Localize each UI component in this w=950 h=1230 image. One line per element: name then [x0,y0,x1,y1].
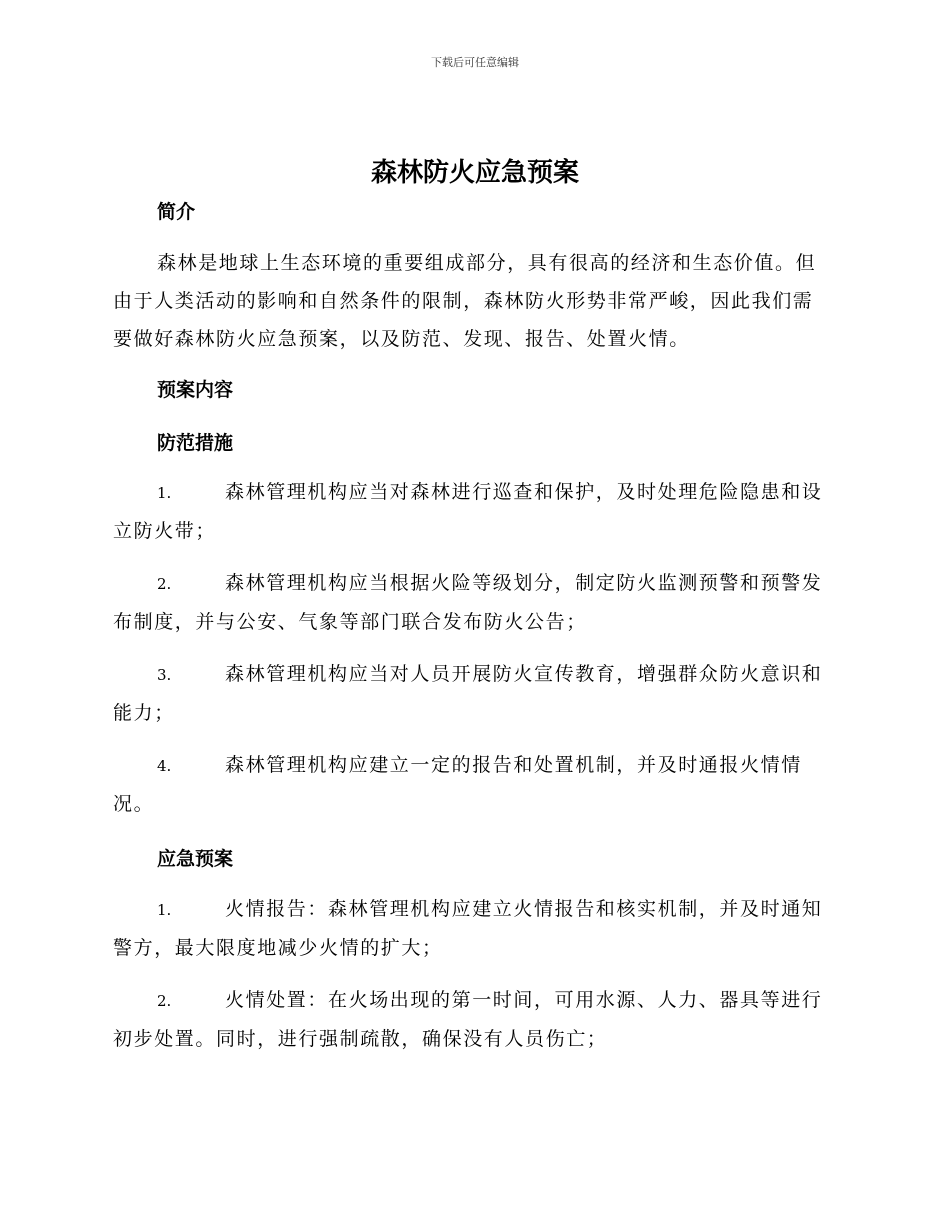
item-number: 2. [157,575,172,593]
intro-text: 森林是地球上生态环境的重要组成部分，具有很高的经济和生态价值。但由于人类活动的影响和自然条件的限制，森林防火形势非常严峻，因此我们需要做好森林防火应急预案，以及防范、发现、报告、处置火情。 [113,252,817,350]
item-text: 森林管理机构应建立一定的报告和处置机制，并及时通报火情情况。 [113,754,802,815]
item-text: 森林管理机构应当根据火险等级划分，制定防火监测预警和预警发布制度，并与公安、气象等部门联合发布防火公告； [113,572,823,633]
prevention-item [113,473,833,550]
emergency-heading: 应急预案 [157,848,234,870]
prevention-item [113,746,833,823]
item-number: 1. [157,484,172,502]
item-text: 火情报告：森林管理机构应建立火情报告和核实机制，并及时通知警方，最大限度地减少火情的扩大； [113,898,823,959]
intro-paragraph [113,244,833,358]
prevention-item [113,564,833,641]
item-text: 森林管理机构应当对森林进行巡查和保护，及时处理危险隐患和设立防火带； [113,481,823,542]
plan-heading: 预案内容 [157,379,234,401]
item-text: 火情处置：在火场出现的第一时间，可用水源、人力、器具等进行初步处置。同时，进行强制疏散，确保没有人员伤亡； [113,989,823,1050]
emergency-item [113,981,833,1058]
header-note: 下载后可任意编辑 [431,56,519,69]
item-text: 森林管理机构应当对人员开展防火宣传教育，增强群众防火意识和能力； [113,663,823,724]
item-number: 1. [157,901,172,919]
document-title: 森林防火应急预案 [370,158,579,188]
item-number: 4. [157,757,172,775]
prevention-heading: 防范措施 [157,432,234,454]
item-number: 3. [157,666,172,684]
emergency-item [113,890,833,967]
item-number: 2. [157,992,172,1010]
prevention-item [113,655,833,732]
intro-heading: 简介 [157,201,196,223]
